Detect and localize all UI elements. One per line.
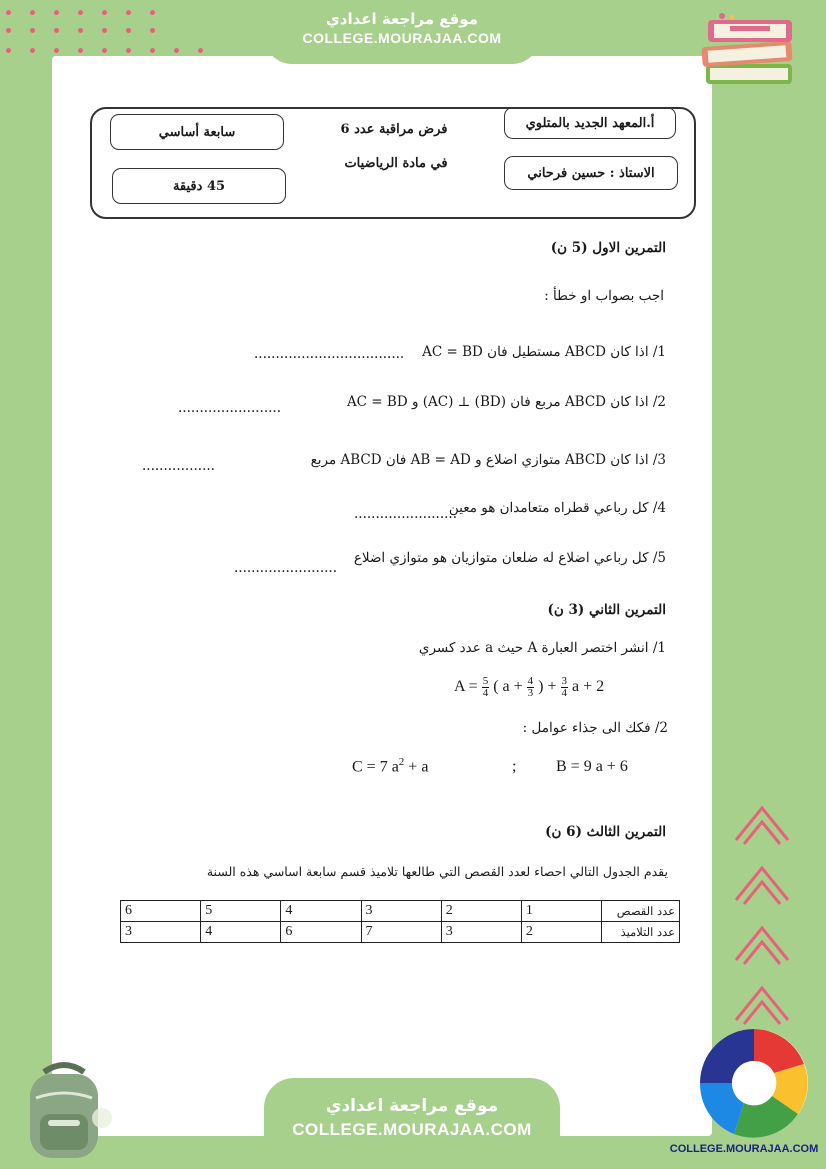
table-cell: 3 — [121, 922, 201, 943]
exercise-2-title: التمرين الثاني (3 ن) — [547, 602, 666, 618]
decorative-dot — [150, 28, 155, 33]
table-cell: 6 — [281, 922, 361, 943]
duration-box — [112, 168, 286, 204]
ex1-item-4: 4/ كل رباعي قطراه متعامدان هو معين — [448, 500, 666, 516]
ex1-item-2-blank: ........................ — [178, 400, 281, 416]
table-cell: 4 — [201, 922, 281, 943]
decorative-dot — [198, 48, 203, 53]
table-cell: 3 — [441, 922, 521, 943]
site-name-arabic: موقع مراجعة اعدادي — [325, 1096, 499, 1116]
table-cell: 4 — [281, 901, 361, 922]
expression-a: A = $\frac{5}{4}$ ( a + $\frac{4}{3}$ ) + $\frac{3}{4}$ a + 2 — [454, 675, 605, 699]
ex1-item-2: 2/ اذا كان ABCD مربع فان (BD) ⊥ (AC) و AC = BD — [346, 394, 666, 410]
exercise-3-title: التمرين الثالث (6 ن) — [545, 824, 666, 840]
exam-duration: 45 دقيقة — [172, 178, 226, 194]
site-name-arabic: موقع مراجعة اعدادي — [326, 10, 478, 28]
decorative-dot — [102, 48, 107, 53]
decorative-dot — [174, 48, 179, 53]
decorative-dot — [54, 48, 59, 53]
exercise-3-intro: يقدم الجدول التالي احصاء لعدد القصص التي طالعها تلاميذ قسم سابعة اساسي هذه السنة — [206, 864, 668, 879]
site-url: COLLEGE.MOURAJAA.COM — [302, 30, 502, 46]
decorative-dot — [78, 48, 83, 53]
fraction-3-4: $\frac{3}{4}$ — [561, 675, 568, 699]
decorative-dot — [6, 48, 11, 53]
exercise-1-instruction: اجب بصواب او خطأ : — [544, 288, 664, 304]
backpack-icon — [14, 1058, 114, 1164]
table-row — [121, 922, 680, 943]
exam-sheet — [58, 92, 706, 1132]
site-url: COLLEGE.MOURAJAA.COM — [292, 1120, 532, 1139]
decorative-dot — [150, 10, 155, 15]
expression-b: B = 9 a + 6 — [556, 758, 628, 775]
ex1-item-4-blank: ........................ — [354, 506, 457, 522]
fraction-4-3: $\frac{4}{3}$ — [527, 675, 534, 699]
decorative-dot — [30, 28, 35, 33]
ex1-item-3: 3/ اذا كان ABCD متوازي اضلاع و AB = AD فان ABCD مربع — [310, 452, 666, 468]
fraction-5-4: $\frac{5}{4}$ — [482, 675, 489, 699]
ex1-item-1-blank: ................................... — [254, 346, 405, 362]
teacher-box — [504, 156, 678, 190]
decorative-dot — [30, 10, 35, 15]
school-name: أ.المعهد الجديد بالمتلوي — [525, 115, 655, 131]
decorative-dot — [6, 28, 11, 33]
chevron-up-icon — [732, 796, 792, 846]
site-logo-icon — [694, 1026, 814, 1140]
decorative-dot — [54, 28, 59, 33]
site-banner-bottom[interactable] — [264, 1078, 560, 1169]
expression-c: C = 7 $a^2 + a$ — [352, 756, 429, 776]
level-box — [110, 114, 284, 150]
teacher-name: الاستاذ : حسين فرحاني — [527, 165, 655, 181]
decorative-dot — [126, 10, 131, 15]
decorative-dot — [102, 10, 107, 15]
expression-separator: ; — [512, 758, 517, 775]
books-stack-icon — [700, 12, 804, 92]
decorative-dot — [150, 48, 155, 53]
table-cell: 7 — [361, 922, 441, 943]
table-cell: 1 — [521, 901, 601, 922]
site-banner-top[interactable] — [264, 6, 540, 64]
chevron-up-icon — [732, 856, 792, 906]
table-cell: 2 — [521, 922, 601, 943]
ex1-item-5-blank: ........................ — [234, 560, 337, 576]
school-box — [504, 107, 676, 139]
row-label-students: عدد التلاميذ — [602, 922, 680, 943]
decorative-dot — [54, 10, 59, 15]
logo-caption: COLLEGE.MOURAJAA.COM — [669, 1143, 819, 1155]
exam-subject: في مادة الرياضيات — [344, 156, 448, 171]
decorative-dot — [126, 48, 131, 53]
table-cell: 5 — [201, 901, 281, 922]
ex2-question-1: 1/ انشر اختصر العبارة A حيث a عدد كسري — [418, 640, 666, 656]
table-cell: 2 — [441, 901, 521, 922]
chevron-up-icon — [732, 976, 792, 1026]
decorative-dot — [102, 28, 107, 33]
exam-title: فرض مراقبة عدد 6 — [340, 122, 448, 137]
ex1-item-1: 1/ اذا كان ABCD مستطيل فان AC = BD — [422, 344, 666, 360]
table-cell: 6 — [121, 901, 201, 922]
decorative-dot — [30, 48, 35, 53]
decorative-dot — [126, 28, 131, 33]
class-level: سابعة أساسي — [158, 124, 236, 140]
exercise-1-title: التمرين الاول (5 ن) — [550, 240, 666, 256]
row-label-stories: عدد القصص — [602, 901, 680, 922]
ex2-question-2: 2/ فكك الى جذاء عوامل : — [522, 720, 668, 736]
chevron-up-icon — [732, 916, 792, 966]
ex1-item-3-blank: ................. — [142, 458, 215, 474]
ex1-item-5: 5/ كل رباعي اضلاع له ضلعان متوازيان هو متوازي اضلاع — [353, 550, 666, 566]
decorative-dot — [78, 10, 83, 15]
table-row — [121, 901, 680, 922]
decorative-dot — [6, 10, 11, 15]
table-cell: 3 — [361, 901, 441, 922]
decorative-dot — [78, 28, 83, 33]
stories-table — [120, 900, 680, 943]
